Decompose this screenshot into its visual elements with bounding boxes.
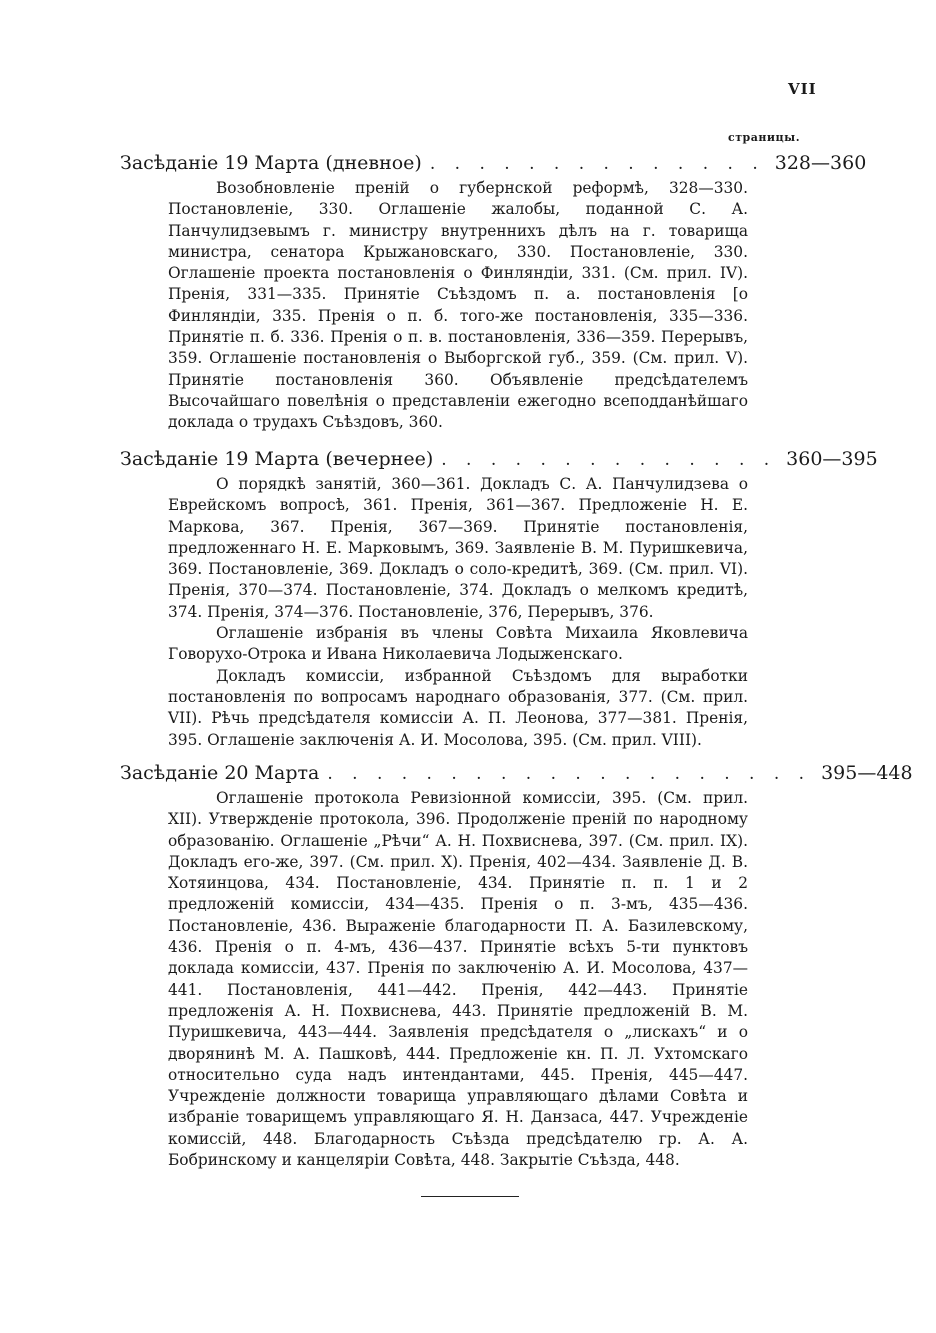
summary-paragraph: Оглашеніе избранія въ члены Совѣта Михаила Яковлевича Говорухо-Отрока и Ивана Николаевича Лодыженскаго. (168, 624, 748, 664)
leader-dots: . . . . . . . . . . . . . . (441, 450, 777, 470)
session-title: Засѣданіе 19 Марта (вечернее) (120, 448, 434, 470)
leader-dots: . . . . . . . . . . . . . . (429, 154, 765, 174)
session-title: Засѣданіе 20 Марта (120, 762, 320, 784)
page-range: 395—448 (821, 762, 913, 784)
summary-paragraph: Оглашеніе протокола Ревизіонной комиссіи, 395. (См. прил. XII). Утвержденіе протокола, 396. Продолженіе преній по народному образованію. Оглашеніе „Рѣчи“ А. Н. Похвиснева, 397. (См. прил. IX). Докладъ его-же, 397. (См. прил. X). Пренія, 402—434. Заявленіе Д. В. Хотяинцова, 434. Постановленіе, 434. Принятіе п. п. 1 и 2 предложеній комиссіи, 434—435. Пренія о п. 3-мъ, 435—436. Постановленіе, 436. Выраженіе благодарности П. А. Базилевскому, 436. Пренія о п. 4-мъ, 436—437. Принятіе всѣхъ 5-ти пунктовъ доклада комиссіи, 437. Пренія по заключенію А. И. Мосолова, 437—441. Постановленія, 441—442. Пренія, 442—443. Принятіе предложенія А. Н. Похвиснева, 443. Принятіе предложеній В. М. Пуришкевича, 443—444. Заявленія предсѣдателя о „лискахъ“ и о дворянинѣ М. А. Пашковѣ, 444. Предложеніе кн. П. Л. Ухтомскаго относительно суда надъ интендантами, 445. Пренія, 445—447. Учрежденіе должности товарища управляющаго дѣлами Совѣта и избраніе товарищемъ управляющаго Я. Н. Данзаса, 447. Учрежденіе комиссій, 448. Благодарность Съѣзда предсѣдателю гр. А. А. Бобринскому и канцеляріи Совѣта, 448. Закрытіе Съѣзда, 448. (168, 789, 748, 1170)
session-entry (120, 758, 913, 1171)
session-heading (120, 758, 913, 788)
page-range: 328—360 (774, 152, 867, 174)
summary-paragraph: Докладъ комиссіи, избранной Съѣздомъ для выработки постановленія по вопросамъ народнаго образованія, 377. (См. прил. VII). Рѣчь предсѣдателя комиссіи А. П. Леонова, 377—381. Пренія, 395. Оглашеніе заключенія А. И. Мосолова, 395. (См. прил. VIII). (168, 666, 748, 749)
page-number: VII (788, 80, 817, 98)
session-summary (168, 788, 748, 1171)
summary-paragraph: Возобновленіе преній о губернской реформѣ, 328—330. Постановленіе, 330. Оглашеніе жалобы, поданной С. А. Панчулидзевымъ г. министру внутреннихъ дѣлъ на г. товарища министра, сенатора Крыжановскаго, 330. Постановленіе, 330. Оглашеніе проекта постановленія о Финляндіи, 331. (См. прил. IV). Пренія, 331—335. Принятіе Съѣздомъ п. а. постановленія [о Финляндіи, 335. Пренія о п. б. того-же постановленія, 335—336. Принятіе п. б. 336. Пренія о п. в. постановленія, 336—359. Перерывъ, 359. Оглашеніе постановленія о Выборгской губ., 359. (См. прил. V). Принятіе постановленія 360. Объявленіе предсѣдателемъ Высочайшаго повелѣнія о представленіи ежегодно всеподданѣйшаго доклада о трудахъ Съѣздовъ, 360. (168, 179, 748, 432)
session-heading (120, 148, 867, 178)
session-heading (120, 444, 878, 474)
session-entry (120, 148, 867, 434)
summary-paragraph: О порядкѣ занятій, 360—361. Докладъ С. А. Панчулидзева о Еврейскомъ вопросѣ, 361. Пренія, 361—367. Предложеніе Н. Е. Маркова, 367. Пренія, 367—369. Принятіе постановленія, предложеннаго Н. Е. Марковымъ, 369. Заявленіе В. М. Пуришкевича, 369. Постановленіе, 369. Докладъ о соло-кредитѣ, 369. (См. прил. VI). Пренія, 370—374. Постановленіе, 374. Докладъ о мелкомъ кредитѣ, 374. Пренія, 374—376. Постановленіе, 376, Перерывъ, 376. (168, 475, 748, 621)
closing-rule (421, 1196, 519, 1197)
session-title: Засѣданіе 19 Марта (дневное) (120, 152, 422, 174)
leader-dots: . . . . . . . . . . . . . . . . . . . . (327, 764, 812, 784)
page-range: 360—395 (786, 448, 878, 470)
session-summary (168, 178, 748, 434)
session-summary (168, 474, 748, 751)
pages-column-header: страницы. (728, 131, 801, 144)
session-entry (120, 444, 878, 751)
